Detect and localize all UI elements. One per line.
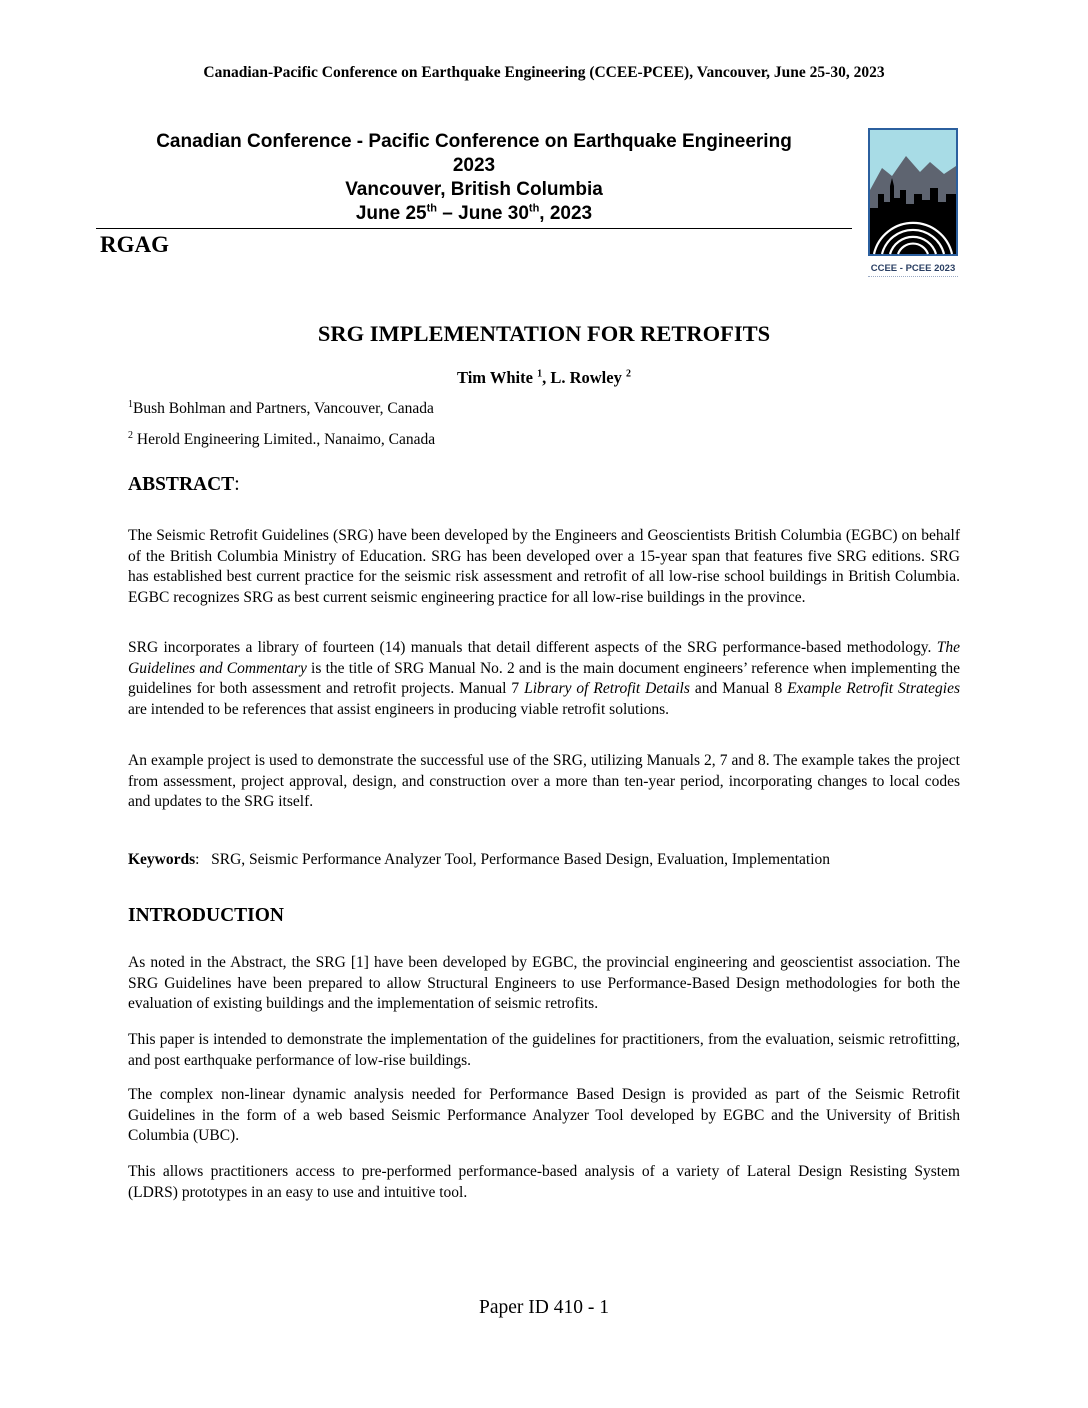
paper-title: SRG IMPLEMENTATION FOR RETROFITS xyxy=(317,321,771,346)
date-end: – June 30 xyxy=(437,203,529,224)
logo-subcaption-rule xyxy=(868,276,958,279)
text-run: is the title of SRG Manual No. 2 and is the main document engineers’ reference when implementing the guidelines for both assessment and retrofit projects. Manual 7 xyxy=(128,659,960,697)
conference-location: Vancouver, British Columbia xyxy=(345,179,603,200)
keywords xyxy=(128,851,830,869)
text-run: are intended to be references that assist engineers in producing viable retrofit solutions. xyxy=(128,700,670,718)
conference-year: 2023 xyxy=(452,155,496,176)
logo-caption: CCEE - PCEE 2023 xyxy=(870,263,956,274)
conference-name: Canadian Conference - Pacific Conference on Earthquake Engineering xyxy=(156,131,792,152)
date-suffix: th xyxy=(528,202,540,215)
running-header: Canadian-Pacific Conference on Earthquake Engineering (CCEE-PCEE), Vancouver, June 25-30, 2023 xyxy=(203,64,885,81)
conference-dates xyxy=(96,202,852,226)
keywords-label: Keywords xyxy=(128,851,196,868)
intro-paragraph-2: This paper is intended to demonstrate the implementation of the guidelines for practitioners, from the evaluation, seismic retrofitting, and post earthquake performance of low-rise buildings. xyxy=(128,1031,960,1069)
intro-paragraph-3: The complex non-linear dynamic analysis needed for Performance Based Design is provided as part of the Seismic Retrofit Guidelines in the form of a web based Seismic Performance Analyzer Tool developed by EGBC and the University of British Columbia (UBC). xyxy=(128,1086,960,1144)
abstract-paragraph-1: The Seismic Retrofit Guidelines (SRG) have been developed by the Engineers and Geoscientists British Columbia (EGBC) on behalf of the British Columbia Ministry of Education. SRG has been developed over a 15-year span that features five SRG editions. SRG has established best current practice for the seismic risk assessment and retrofit of all low-rise school buildings in British Columbia. EGBC recognizes SRG as best current seismic engineering practice for all low-rise buildings in the province. xyxy=(128,527,960,606)
introduction-heading: INTRODUCTION xyxy=(128,905,285,926)
conference-block xyxy=(96,130,852,226)
author-name: , L. Rowley xyxy=(542,368,626,387)
affiliation xyxy=(128,431,435,449)
page-footer: Paper ID 410 - 1 xyxy=(479,1297,609,1318)
date-start: June 25 xyxy=(355,203,427,224)
date-year: , 2023 xyxy=(539,203,593,224)
affiliation xyxy=(128,400,434,418)
italic-run: Library of Retrofit Details xyxy=(524,680,690,697)
abstract-paragraph-3: An example project is used to demonstrate the successful use of the SRG, utilizing Manuals 2, 7 and 8. The example takes the project from assessment, project approval, design, and construction over a more than ten-year period, incorporating changes to local codes and updates to the SRG itself. xyxy=(128,752,960,810)
authors xyxy=(0,368,1088,388)
abstract-paragraph-2 xyxy=(128,638,960,720)
intro-paragraph-4: This allows practitioners access to pre-performed performance-based analysis of a variety of Lateral Design Resisting System (LDRS) prototypes in an easy to use and intuitive tool. xyxy=(128,1163,960,1201)
affiliation-text: Bush Bohlman and Partners, Vancouver, Canada xyxy=(133,400,434,417)
intro-paragraph-1: As noted in the Abstract, the SRG [1] have been developed by EGBC, the provincial engineering and geoscientist association. The SRG Guidelines have been prepared to allow Structural Engineers to use Performance-Based Design methodologies for both the evaluation of existing buildings and the implementation of seismic retrofits. xyxy=(128,954,960,1012)
affiliation-text: Herold Engineering Limited., Nanaimo, Canada xyxy=(133,431,436,448)
conference-logo xyxy=(868,128,958,256)
text-run: SRG incorporates a library of fourteen (14) manuals that detail different aspects of the SRG performance-based methodology. xyxy=(128,639,937,656)
author-name: Tim White xyxy=(457,368,538,387)
text-run: and Manual 8 xyxy=(689,680,788,697)
abstract-heading-colon: : xyxy=(234,474,240,495)
affiliation-sup: 1 xyxy=(128,398,133,410)
italic-run: Example Retrofit Strategies xyxy=(787,680,961,697)
keywords-text: SRG, Seismic Performance Analyzer Tool, Performance Based Design, Evaluation, Implementation xyxy=(211,851,831,868)
affiliation-sup: 2 xyxy=(128,429,133,441)
italic-run: The Guidelines and Commentary xyxy=(128,639,960,677)
abstract-heading-text: ABSTRACT xyxy=(128,474,235,495)
keywords-sep: : xyxy=(195,851,212,868)
header-rule xyxy=(96,228,852,229)
date-suffix: th xyxy=(426,202,438,215)
author-sup: 1 xyxy=(537,368,543,380)
author-sup: 2 xyxy=(625,368,631,380)
session-code: RGAG xyxy=(100,232,169,257)
abstract-heading xyxy=(128,474,240,496)
